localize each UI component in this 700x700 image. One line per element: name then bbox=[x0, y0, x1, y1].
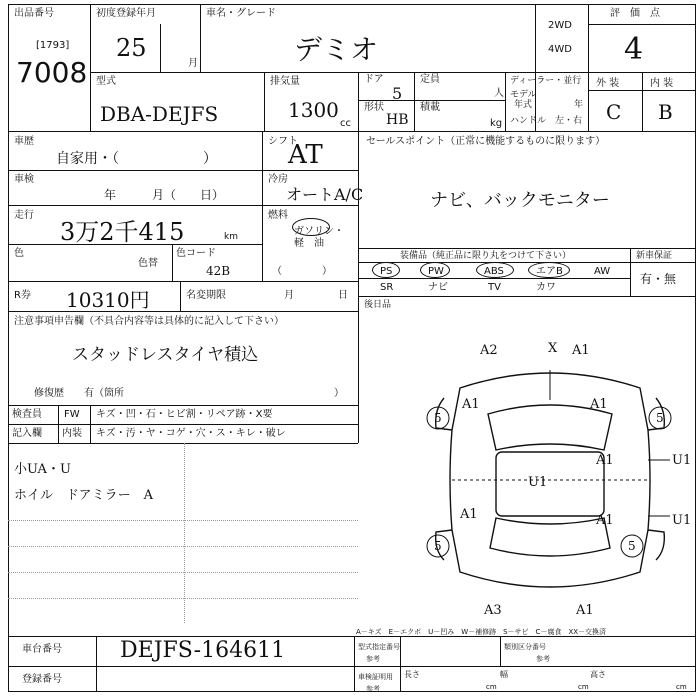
equip-ps: PS bbox=[380, 266, 393, 277]
month-unit: 月 bbox=[188, 58, 198, 69]
width-label: 幅 bbox=[500, 670, 508, 679]
mark-a1-top: A1 bbox=[572, 343, 590, 358]
equip-leather: カワ bbox=[536, 282, 556, 293]
prev-label: 型式指定番号 bbox=[358, 643, 400, 651]
fuel-gasoline-circle bbox=[292, 218, 330, 236]
handle-label: ハンドル 左・右 bbox=[510, 116, 583, 126]
mark-u1-right-1: U1 bbox=[672, 453, 692, 468]
interior-grade: B bbox=[658, 100, 673, 124]
mark-a1-r1: A1 bbox=[596, 453, 614, 468]
rear-seat-label: 後日品 bbox=[364, 300, 392, 310]
fuel-label: 燃料 bbox=[268, 210, 288, 221]
load-unit: kg bbox=[490, 118, 503, 129]
sales-point-value: ナビ、バックモニター bbox=[430, 190, 610, 211]
model-grade-label: 車名・グレード bbox=[206, 8, 276, 19]
equip-tv: TV bbox=[488, 282, 501, 293]
sales-point-label: セールスポイント（正常に機能するものに限ります） bbox=[366, 136, 606, 147]
cm-1: cm bbox=[486, 683, 497, 691]
displacement-value: 1300 bbox=[288, 98, 339, 122]
equip-airbag: エアB bbox=[536, 266, 563, 277]
color-label: 色 bbox=[14, 248, 24, 259]
fuel-options: ガソリン・軽 油 bbox=[294, 226, 344, 249]
mark-x: X bbox=[548, 341, 558, 356]
ref-label-2: 参考 bbox=[536, 655, 550, 663]
car-diagram bbox=[400, 340, 696, 620]
lot-label: 出品番号 bbox=[14, 8, 54, 19]
load-label: 積載 bbox=[420, 102, 440, 113]
roof bbox=[496, 452, 604, 516]
mark-a2: A2 bbox=[480, 343, 498, 358]
displacement-unit: cc bbox=[340, 118, 351, 129]
lot-number: 7008 bbox=[16, 56, 88, 89]
shape-value: HB bbox=[386, 112, 409, 128]
reg-label: 登録番号 bbox=[22, 674, 62, 685]
shift-value: AT bbox=[288, 140, 323, 170]
ac-value: オートA/C bbox=[286, 185, 364, 204]
model-name: デミオ bbox=[294, 33, 379, 66]
rear-right-fender bbox=[648, 530, 664, 560]
name-change-day: 日 bbox=[338, 290, 348, 301]
ac-label: 冷房 bbox=[268, 174, 288, 185]
cm-3: cm bbox=[676, 683, 687, 691]
length-label: 長さ bbox=[404, 670, 420, 679]
name-change-label: 名変期限 bbox=[186, 290, 226, 301]
inspection-label: 車検 bbox=[14, 174, 34, 185]
notes-value: スタッドレスタイヤ積込 bbox=[72, 345, 259, 365]
drive-2wd: 2WD bbox=[548, 20, 572, 31]
score-value: 4 bbox=[624, 32, 644, 67]
equip-ps-circle bbox=[372, 262, 400, 278]
fw-text: キズ・凹・石・ヒビ割・リペア跡・X要 bbox=[96, 409, 273, 420]
height-label: 高さ bbox=[590, 670, 606, 679]
ref-label-1: 参考 bbox=[366, 655, 380, 663]
shape-label: 形状 bbox=[364, 102, 384, 113]
r-value: 10310円 bbox=[66, 288, 150, 312]
usage-label: 車歴 bbox=[14, 136, 34, 147]
inspection-value: 年 月（ 日） bbox=[104, 188, 225, 202]
equip-navi: ナビ bbox=[428, 282, 448, 293]
r-label: R券 bbox=[14, 290, 31, 301]
color-code-value: 42B bbox=[206, 264, 231, 278]
capacity-label: 定員 bbox=[420, 74, 440, 85]
tire-5-fl: 5 bbox=[434, 411, 442, 425]
hand-note-2: ホイル ドアミラー A bbox=[14, 488, 153, 503]
mark-u1-roof: U1 bbox=[528, 475, 548, 490]
usage-value: 自家用・（ ） bbox=[56, 151, 217, 167]
mark-a1-rl: A1 bbox=[460, 507, 478, 522]
repair-close: ） bbox=[334, 388, 344, 399]
mark-a1-fl: A1 bbox=[462, 397, 480, 412]
shift-label: シフト bbox=[268, 136, 298, 147]
equip-aw: AW bbox=[594, 266, 611, 277]
in-label: 内装 bbox=[62, 428, 82, 439]
in-text: キズ・汚・ヤ・コゲ・穴・ス・キレ・破レ bbox=[96, 428, 286, 439]
dealer-label: ディーラー・並行 bbox=[510, 76, 582, 86]
type-value: DBA-DEJFS bbox=[100, 102, 219, 126]
mileage-unit: km bbox=[224, 232, 238, 242]
mark-a1-bottom: A1 bbox=[576, 603, 594, 618]
chassis-value: DEJFS-164611 bbox=[120, 638, 286, 663]
tire-5-rl: 5 bbox=[434, 539, 442, 553]
rear-window bbox=[490, 518, 610, 556]
inspector-label-1: 検査員 bbox=[12, 409, 42, 420]
equip-pw-circle bbox=[420, 262, 450, 278]
notes-label: 注意事項申告欄（不具合内容等は具体的に記入して下さい） bbox=[14, 316, 284, 327]
new-car-warranty-value: 有・無 bbox=[640, 272, 677, 286]
mileage-value: 3万2千415 bbox=[60, 218, 185, 246]
mark-a1-r2: A1 bbox=[596, 513, 614, 528]
equip-abs: ABS bbox=[484, 266, 504, 277]
year-unit: 年 bbox=[574, 100, 584, 110]
exterior-label: 外 装 bbox=[596, 78, 620, 89]
name-change-month: 月 bbox=[284, 290, 294, 301]
fw-label: FW bbox=[64, 409, 80, 420]
tire-5-rr: 5 bbox=[628, 539, 636, 553]
mark-u1-right-2: U1 bbox=[672, 513, 692, 528]
equipment-label: 装備品（純正品に限り丸をつけて下さい） bbox=[400, 251, 572, 261]
chassis-label: 車台番号 bbox=[22, 644, 62, 655]
mark-a3: A3 bbox=[484, 603, 502, 618]
first-reg-label: 初度登録年月 bbox=[96, 8, 156, 19]
lot-sub: [1793] bbox=[36, 40, 70, 51]
equip-pw: PW bbox=[428, 266, 444, 277]
mark-a1-fr: A1 bbox=[590, 397, 608, 412]
new-car-warranty-label: 新車保証 bbox=[636, 251, 673, 261]
first-reg-year: 25 bbox=[116, 34, 147, 62]
exterior-grade: C bbox=[606, 100, 622, 124]
tax-label: 車検証明用 bbox=[358, 673, 393, 681]
score-label: 評 価 点 bbox=[610, 8, 660, 19]
equip-sr: SR bbox=[380, 282, 394, 293]
doors-label: ドア bbox=[364, 74, 384, 85]
type-label: 型式 bbox=[96, 76, 116, 87]
equip-abs-circle bbox=[476, 262, 514, 278]
fuel-paren: （ ） bbox=[272, 266, 332, 277]
hand-note-1: 小UA・U bbox=[14, 462, 71, 477]
model-year-label: モデル bbox=[510, 90, 537, 100]
cm-2: cm bbox=[578, 683, 589, 691]
color-code-label: 色コード bbox=[176, 248, 216, 259]
kind-label: 類別区分番号 bbox=[504, 643, 546, 651]
capacity-unit: 人 bbox=[494, 88, 504, 99]
color-change-label: 色替 bbox=[138, 258, 158, 269]
ref-label-3: 参考 bbox=[366, 685, 380, 693]
drive-4wd: 4WD bbox=[548, 44, 572, 55]
tire-5-fr: 5 bbox=[656, 411, 664, 425]
doors-value: 5 bbox=[392, 84, 403, 103]
equip-airbag-circle bbox=[528, 262, 570, 278]
repair-label: 修復歴 有（箇所 bbox=[34, 388, 124, 399]
displacement-label: 排気量 bbox=[270, 76, 300, 87]
interior-label: 内 装 bbox=[650, 78, 674, 89]
diagram-legend: A－キズ E－エクボ U－凹み W－補修跡 S－サビ C－腐食 XX－交換済 bbox=[356, 628, 607, 636]
inspector-label-2: 記入欄 bbox=[12, 428, 42, 439]
mileage-label: 走行 bbox=[14, 210, 34, 221]
model-year-sub: 年式 bbox=[514, 100, 533, 110]
